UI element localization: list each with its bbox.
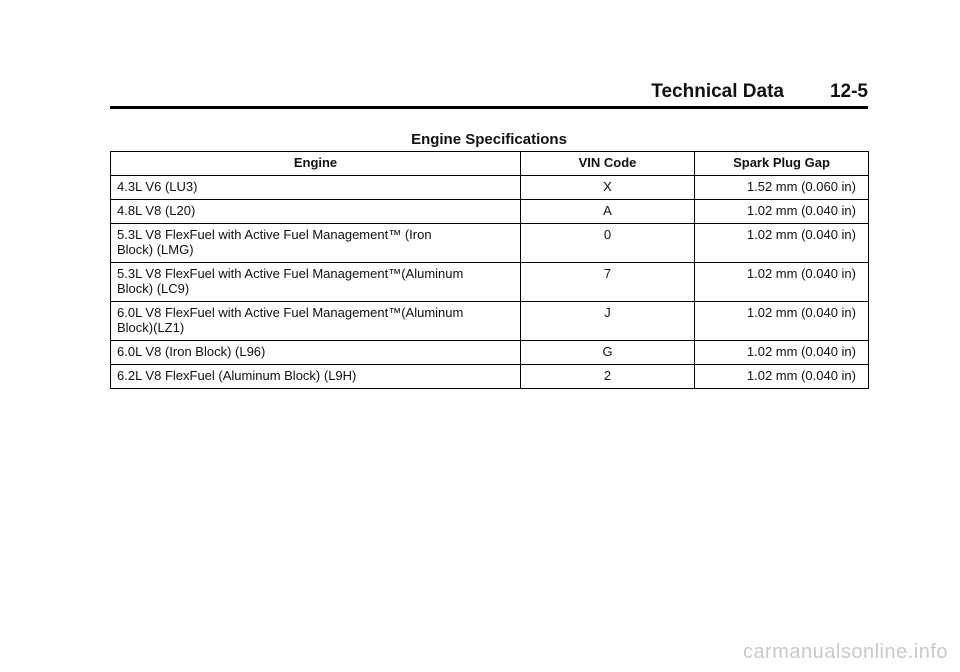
engine-cell-line-2: Block)(LZ1) <box>117 320 185 335</box>
engine-cell-line-1: 5.3L V8 FlexFuel with Active Fuel Management™ (Iron <box>117 227 432 242</box>
engine-cell-line-1: 6.0L V8 FlexFuel with Active Fuel Management™(Aluminum <box>117 305 464 320</box>
spark-plug-gap-cell: 1.02 mm (0.040 in) <box>695 341 869 365</box>
table-title: Engine Specifications <box>411 131 567 148</box>
page-number: 12-5 <box>829 81 868 102</box>
watermark[interactable]: carmanualsonline.info <box>742 641 948 663</box>
column-header-engine: Engine <box>111 152 521 176</box>
spark-plug-gap-cell: 1.02 mm (0.040 in) <box>695 263 869 302</box>
engine-cell-line-2: Block) (LMG) <box>117 242 194 257</box>
table-row <box>111 365 869 389</box>
vin-code-cell: 2 <box>521 365 695 389</box>
vin-code-cell: X <box>521 176 695 200</box>
engine-cell-line-1: 5.3L V8 FlexFuel with Active Fuel Management™(Aluminum <box>117 266 464 281</box>
engine-cell: 4.3L V6 (LU3) <box>111 176 521 200</box>
vin-code-cell: 7 <box>521 263 695 302</box>
vin-code-cell: 0 <box>521 224 695 263</box>
table-row <box>111 263 869 302</box>
section-title: Technical Data <box>651 81 784 102</box>
engine-cell-line-2: Block) (LC9) <box>117 281 190 296</box>
engine-cell: 6.2L V8 FlexFuel (Aluminum Block) (L9H) <box>111 365 521 389</box>
engine-cell <box>111 302 521 341</box>
table-row <box>111 200 869 224</box>
column-header-vin-code: VIN Code <box>521 152 695 176</box>
vin-code-cell: J <box>521 302 695 341</box>
spark-plug-gap-cell: 1.02 mm (0.040 in) <box>695 365 869 389</box>
table-row <box>111 224 869 263</box>
column-header-spark-plug-gap: Spark Plug Gap <box>695 152 869 176</box>
page-header <box>110 80 868 109</box>
spark-plug-gap-cell: 1.02 mm (0.040 in) <box>695 200 869 224</box>
engine-cell: 6.0L V8 (Iron Block) (L96) <box>111 341 521 365</box>
spark-plug-gap-cell: 1.52 mm (0.060 in) <box>695 176 869 200</box>
spark-plug-gap-cell: 1.02 mm (0.040 in) <box>695 302 869 341</box>
table-row <box>111 176 869 200</box>
vin-code-cell: A <box>521 200 695 224</box>
spark-plug-gap-cell: 1.02 mm (0.040 in) <box>695 224 869 263</box>
engine-specifications-table <box>110 151 869 389</box>
engine-cell <box>111 224 521 263</box>
table-row <box>111 341 869 365</box>
engine-cell: 4.8L V8 (L20) <box>111 200 521 224</box>
table-row <box>111 302 869 341</box>
table-header-row <box>111 152 869 176</box>
engine-cell <box>111 263 521 302</box>
vin-code-cell: G <box>521 341 695 365</box>
